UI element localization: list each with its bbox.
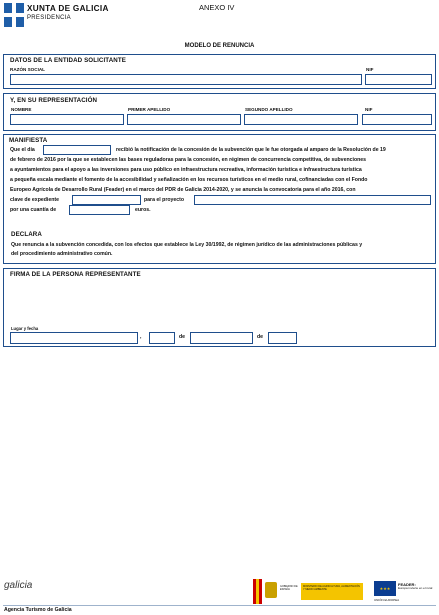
lugar-label: Lugar y fecha	[11, 326, 39, 331]
cuantia-field[interactable]	[69, 205, 130, 215]
xunta-logo	[4, 3, 24, 27]
galicia-logo	[4, 580, 32, 591]
lugar-field[interactable]	[10, 332, 138, 344]
razon-label: RAZÓN SOCIAL	[10, 67, 45, 72]
annex-label: ANEXO IV	[199, 3, 235, 12]
footer-divider	[3, 605, 436, 606]
euros-text: euros.	[135, 207, 151, 213]
manifiesta-line2: de febrero de 2016 por la que se establecen las bases reguladoras para la concesión, en régimen de concurrencia competitiva, de subvenciones	[10, 157, 367, 163]
firma-title: FIRMA DE LA PERSONA REPRESENTANTE	[10, 271, 141, 278]
ue-text: UNIÓN EUROPEA	[374, 598, 400, 602]
manifiesta-line5: Europeo Agrícola de Desarrollo Rural (Feader) en el marco del PDR de Galicia 2014-2020, y se anuncia la convocatoria para el año 2016, con	[10, 187, 356, 193]
firma-section	[3, 268, 436, 347]
entity-nif-label: NIF	[366, 67, 374, 72]
feader-text: FEADER:	[398, 582, 416, 587]
proyecto-text: para el proyecto	[144, 197, 185, 203]
galicia-text: galicia	[4, 580, 33, 591]
de2-text: de	[257, 334, 264, 340]
clave-text: clave de expediente	[10, 197, 60, 203]
declara-line2: del procedimiento administrativo común.	[11, 251, 113, 257]
spain-gov-logo	[253, 579, 363, 604]
feader-sub-text: Europa invierte en el rural	[398, 586, 433, 590]
manifiesta-line4: a pequeña escala mediante el fomento de la accesibilidad y señalización en los recursos turísticos en el medio rural, cofinanciadas con el Fondo	[10, 177, 368, 183]
ano-field[interactable]	[268, 332, 297, 344]
entity-nif-field[interactable]	[365, 74, 432, 85]
rep-title: Y, EN SU REPRESENTACIÓN	[10, 97, 98, 104]
brand-dept: PRESIDENCIA	[27, 15, 71, 21]
nombre-label: NOMBRE	[11, 107, 32, 112]
apellido1-label: PRIMER APELLIDO	[128, 107, 171, 112]
razon-field[interactable]	[10, 74, 362, 85]
de1-text: de	[179, 334, 186, 340]
manifiesta-line3: a ayuntamientos para el apoyo a las inversiones para uso público en infraestructura recreativa, información turística e infraestructura turística	[10, 167, 362, 173]
entity-section	[3, 54, 436, 89]
clave-field[interactable]	[72, 195, 141, 205]
gob-text: GOBIERNO DE ESPAÑA	[280, 585, 298, 591]
nombre-field[interactable]	[10, 114, 124, 125]
spain-coat-icon	[265, 582, 277, 598]
declara-title: DECLARA	[11, 231, 42, 238]
apellido2-field[interactable]	[244, 114, 358, 125]
agency-text: Agencia Turismo de Galicia	[4, 607, 72, 613]
dia-field[interactable]	[149, 332, 175, 344]
cuantia-text: por una cuantía de	[10, 207, 57, 213]
brand-name: XUNTA DE GALICIA	[27, 4, 109, 13]
que-dia-text: Que el día	[10, 147, 35, 153]
rep-nif-field[interactable]	[362, 114, 432, 125]
mes-field[interactable]	[190, 332, 253, 344]
declara-line1: Que renuncia a la subvención concedida, con los efectos que establece la Ley 30/1992, de régimen jurídico de las administraciones públicas y	[11, 242, 363, 248]
representative-section	[3, 93, 436, 131]
apellido2-label: SEGUNDO APELLIDO	[245, 107, 293, 112]
proyecto-field[interactable]	[194, 195, 431, 205]
comma-text: ,	[140, 334, 142, 340]
apellido1-field[interactable]	[127, 114, 241, 125]
fecha-notificacion-field[interactable]	[43, 145, 111, 155]
manifiesta-section	[3, 134, 436, 264]
entity-title: DATOS DE LA ENTIDAD SOLICITANTE	[10, 57, 126, 64]
eu-logo	[374, 579, 436, 604]
eu-flag-icon: ★★★	[374, 581, 396, 596]
manifiesta-line1: recibió la notificación de la concesión de la subvención que le fue otorgada al amparo de la Resolución de 19	[116, 147, 386, 153]
rep-nif-label: NIF	[365, 107, 373, 112]
ministerio-text: MINISTERIO DE AGRICULTURA, ALIMENTACIÓN Y MEDIO AMBIENTE	[303, 585, 360, 591]
form-title: MODELO DE RENUNCIA	[184, 43, 255, 49]
manifiesta-title: MANIFIESTA	[9, 137, 48, 144]
